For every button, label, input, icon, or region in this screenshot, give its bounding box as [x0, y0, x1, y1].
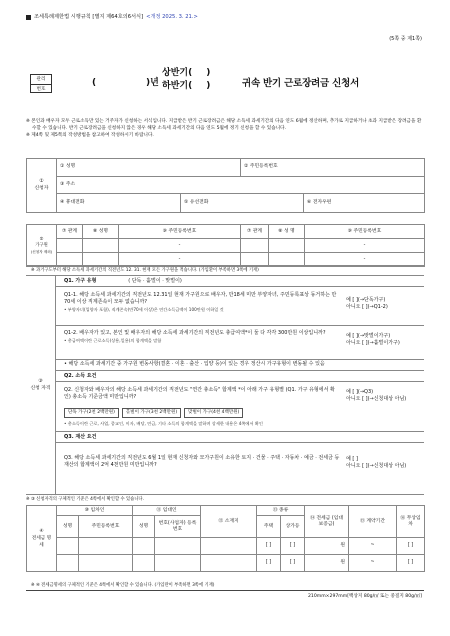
- eligibility-label: ③ 신청 자격: [26, 275, 56, 495]
- lease-input[interactable]: [155, 538, 201, 555]
- house-checkbox[interactable]: [ ]: [257, 555, 281, 572]
- q1-1-question: Q1-1. 해당 소득세 과세기간의 직전년도 12.31일 현재 가구원으로 배우자, 만18세 미만 부양자녀, 주민등록표상 동거하는 만 70세 이상 직계존속이 모두 없습니까? • 부양자녀(입양자 포함), 직계존속(만70세 이상)은 연간소득금액이 100만원 이하일 것: [64, 292, 337, 313]
- management-number-box[interactable]: 관리 번호: [30, 74, 52, 93]
- relation-input[interactable]: [57, 239, 83, 253]
- tenant-rrn-header: 주민등록번호: [79, 516, 133, 538]
- member-rrn-input[interactable]: -: [305, 239, 425, 253]
- lease-input[interactable]: [133, 555, 155, 572]
- mobile-field[interactable]: ④ 휴대전화: [60, 199, 85, 205]
- q3-header: Q3. 재산 요건: [56, 431, 424, 443]
- lease-input[interactable]: [57, 555, 79, 572]
- email-field[interactable]: ⑥ 전자우편: [303, 194, 424, 212]
- relation-header: ⑦ 관계: [57, 225, 83, 239]
- lease-input[interactable]: [133, 538, 155, 555]
- instruction-1: ※ 본인과 배우자 모두 근로소득만 있는 거주자가 신청하는 서식입니다. 지급받은 반기 근로장려금은 해당 소득세 과세기간의 다음 연도 6월에 정산하며, 추가로 지급하거나 초과 지급받은 장려금을 환수할 수 있습니다. 반기 근로장려금을 신청하지 않은 경우 해당 소득세 과세기간의 다음 연도 5월에 정기 신청을 할 수 있습니다.: [26, 119, 422, 132]
- single-household-option: 단독 가구(2천 2백만원): [64, 408, 119, 418]
- lease-note: ※ ④ 전세금명세의 구체적인 기준은 4쪽에서 확인할 수 있습니다. (가입란이 부족하면 3쪽에 기재): [26, 581, 424, 591]
- q1-3-note: • 해당 소득세 과세기간 중 가구원 변동사항(결혼 · 이혼 · 출산 · 입양 등)이 있는 경우 정산시 가구유형이 변동될 수 있음: [64, 361, 325, 367]
- lease-input[interactable]: [79, 538, 133, 555]
- q1-1-no-checkbox[interactable]: 아니오 [ ](→Q1-2): [346, 304, 388, 311]
- applicant-label: ① 신청자: [27, 159, 57, 213]
- q1-1-answers: [346, 297, 424, 311]
- q3-no-checkbox[interactable]: 아니오 [ ](→신청대상 아님): [346, 463, 407, 470]
- other-checkbox[interactable]: [ ]: [281, 538, 305, 555]
- q1-2-yes-checkbox[interactable]: 예 [ ](→맞벌이가구): [346, 333, 391, 339]
- member-rrn-header: ⑨ 주민등록번호: [119, 225, 241, 239]
- title-bar: [26, 64, 424, 96]
- page-number: (5쪽 중 제1쪽): [389, 36, 422, 42]
- contract-period-header: ⑮ 계약기간: [349, 506, 397, 538]
- free-lease-checkbox[interactable]: [ ]: [397, 538, 425, 555]
- income-threshold-options: [64, 408, 243, 418]
- second-half-label[interactable]: 하반기(: [162, 81, 193, 91]
- q3-answers: [346, 456, 424, 470]
- instruction-2: ※ 제4쪽 및 제5쪽의 작성방법을 참고하여 작성하시기 바랍니다.: [26, 133, 154, 139]
- lease-input[interactable]: [57, 538, 79, 555]
- q2-no-checkbox[interactable]: 아니오 [ ](→신청대상 아님): [346, 396, 407, 403]
- q1-2-question: Q1-2. 배우자가 있고, 본인 및 배우자의 해당 소득세 과세기간의 직전년도 총급여액*이 둘 다 각각 300만원 이상입니까? • 총급여액이란 근로소득(상용,일용)의 합계액을 말함: [64, 330, 326, 344]
- lease-input[interactable]: [201, 538, 257, 555]
- free-lease-header: ⑯ 무상임차: [397, 506, 425, 538]
- free-lease-checkbox[interactable]: [ ]: [397, 555, 425, 572]
- q1-2-answers: [346, 333, 424, 347]
- contract-input[interactable]: ~: [349, 538, 397, 555]
- tenant-header: ⑩ 임차인: [57, 506, 133, 516]
- lease-section: [26, 505, 425, 572]
- member-rrn-input[interactable]: -: [119, 253, 241, 267]
- rrn-field[interactable]: ② 주민등록번호: [241, 159, 425, 177]
- lease-input[interactable]: [155, 555, 201, 572]
- member-rrn-header-2: ⑨ 주민등록번호: [305, 225, 425, 239]
- tenant-name-header: 성명: [57, 516, 79, 538]
- type-header: ⑬ 종류: [257, 506, 305, 516]
- location-header: ⑫ 소재지: [201, 506, 257, 538]
- q3-question: Q3. 해당 소득세 과세기간의 직전년도 6월 1일 현재 신청자와 모가구원이 소유한 토지 · 건물 · 주택 · 자동차 · 예금 · 전세금 등 재산의 합계액이 2억 4천만원 미만입니까?: [64, 455, 340, 469]
- member-name-input[interactable]: [83, 239, 119, 253]
- house-type-header: 주택: [257, 516, 281, 538]
- lessor-biz-header: 번호(사업자) 등록번호: [155, 516, 201, 538]
- house-checkbox[interactable]: [ ]: [257, 538, 281, 555]
- q1-2-no-checkbox[interactable]: 아니오 [ ](→홑벌이가구): [346, 340, 400, 347]
- lease-input[interactable]: [79, 555, 133, 572]
- revision-date: <개정 2025. 3. 21.>: [146, 14, 198, 20]
- lessor-name-header: 성명: [133, 516, 155, 538]
- landline-field[interactable]: ⑤ 유선전화: [180, 194, 303, 212]
- first-half-label[interactable]: 상반기(: [162, 68, 193, 78]
- q2-answers: [346, 389, 424, 403]
- single-earner-option: 홑벌이 가구(3천 2백만원): [122, 408, 181, 418]
- form-title: 귀속 반기 근로장려금 신청서: [242, 78, 360, 89]
- lessor-header: ⑪ 임대인: [133, 506, 201, 516]
- deposit-input[interactable]: 원: [305, 555, 349, 572]
- instructions: [26, 118, 424, 140]
- half-selector: 상반기( ) 하반기( ): [162, 68, 211, 91]
- name-field[interactable]: ① 성명: [57, 159, 241, 177]
- deposit-input[interactable]: 원: [305, 538, 349, 555]
- member-name-header-2: ⑧ 성 명: [269, 225, 305, 239]
- household-section: [26, 224, 425, 267]
- other-type-header: 상가등: [281, 516, 305, 538]
- member-rrn-input[interactable]: -: [119, 239, 241, 253]
- other-checkbox[interactable]: [ ]: [281, 555, 305, 572]
- square-bullet-icon: [26, 15, 31, 20]
- q2-yes-checkbox[interactable]: 예 [ ](→Q3): [346, 389, 374, 395]
- member-name-header: ⑧ 성명: [83, 225, 119, 239]
- eligibility-section: [26, 275, 424, 495]
- year-open-paren: (: [92, 78, 97, 88]
- deposit-header: ⑭ 전세금 (임대보증금): [305, 506, 349, 538]
- q1-header: Q1. 가구 유형 ( 단독 · 홑벌이 · 맞벌이): [56, 275, 424, 287]
- address-field[interactable]: ③ 주소: [57, 176, 425, 194]
- contract-input[interactable]: ~: [349, 555, 397, 572]
- year-suffix: )년: [146, 78, 159, 88]
- relation-header-2: ⑦ 관계: [241, 225, 269, 239]
- member-name-input[interactable]: [269, 239, 305, 253]
- q1-1-yes-checkbox[interactable]: 예 [ ](→단독가구): [346, 297, 386, 303]
- household-note: ※ 과거구도부터 해당 소득세 과세기간의 직전년도 12. 31. 현재 모든 가구원을 적습니다. (가입환이 부족하면 3쪽에 기재): [26, 265, 424, 276]
- paper-spec: 210mm×297mm[백상지 80g/㎡ 또는 중질지 80g/㎡]: [307, 594, 422, 599]
- lease-label: ④ 전세금 명세: [27, 506, 57, 572]
- q2-question: Q2. 신청자와 배우자의 해당 소득세 과세기간의 직전년도 "연간 총소득" 합계액 *이 아래 가구 유형별 (Q1. 가구 유형에서 확인) 총소득 기준금액 미만입니까?: [64, 387, 335, 401]
- household-label: ② 가구원 (신청자 제외): [27, 225, 57, 267]
- applicant-section: [26, 158, 425, 213]
- q2-header: Q2. 소득 요건: [56, 370, 424, 382]
- dual-earner-option: 맞벌이 가구(4천 4백만원): [184, 408, 243, 418]
- form-header: [26, 14, 424, 21]
- q2-note: • 총소득이란 근로, 사업, 종교인, 이자, 배당, 연금, 기타 소득의 합계액을 말하며 상세한 내용은 4쪽에서 확인: [64, 421, 263, 426]
- law-reference: 조세특례제한법 시행규칙 [별지 제64호의6서식]: [34, 14, 144, 20]
- member-rrn-input[interactable]: -: [305, 253, 425, 267]
- eligibility-note: ※ ③ 신청자격의 구체적인 기준은 4쪽에서 확인할 수 있습니다.: [26, 497, 144, 502]
- lease-input[interactable]: [201, 555, 257, 572]
- q3-yes-checkbox[interactable]: 예 [ ]: [346, 456, 358, 462]
- relation-input[interactable]: [241, 239, 269, 253]
